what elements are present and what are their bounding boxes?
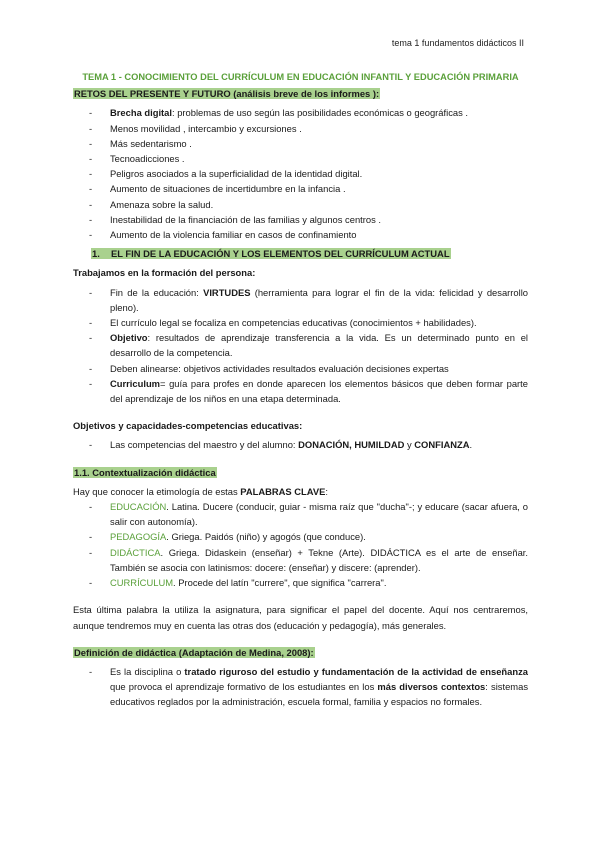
list-item: - Las competencias del maestro y del alumno: DONACIÓN, HUMILDAD y CONFIANZA.	[73, 437, 528, 452]
list-item: - Deben alinearse: objetivos actividades resultados evaluación decisiones expertas	[73, 361, 528, 376]
list-item: - Tecnoadicciones .	[73, 151, 528, 166]
list-item: - Fin de la educación: VIRTUDES (herramienta para lograr el fin de la vida: felicidad y desarrollo pleno).	[73, 285, 528, 315]
list-item: - Amenaza sobre la salud.	[73, 197, 528, 212]
running-header: tema 1 fundamentos didácticos II	[391, 38, 524, 48]
list-item: - Curriculum= guía para profes en donde aparecen los elementos básicos que deben formar parte del aprendizaje de los niños en una etapa determinada.	[73, 376, 528, 406]
definicion-list	[73, 664, 528, 710]
definicion-heading: Definición de didáctica (Adaptación de Medina, 2008):	[74, 646, 314, 658]
section1-subheading: Trabajamos en la formación del persona:	[73, 267, 256, 279]
list-item	[73, 105, 528, 120]
list-item: - Objetivo: resultados de aprendizaje transferencia a la vida. Es un determinado punto en el desarrollo de la competencia.	[73, 330, 528, 360]
competencias-list	[73, 437, 528, 452]
list-item: - Es la disciplina o tratado riguroso del estudio y fundamentación de la actividad de enseñanza que provoca el aprendizaje formativo de los estudiantes en los más diversos contextos: sistemas educativos reglados por la administración, escuela formal, familia y espacios no formales.	[73, 664, 528, 710]
section11-heading: 1.1. Contextualización didáctica	[74, 466, 216, 478]
section11-note: Esta última palabra la utiliza la asignatura, para significar el papel del docente. Aquí nos centraremos, aunque tendremos muy en cuenta las otras dos (educación y pedagogía), más generales.	[73, 604, 528, 631]
retos-list	[73, 105, 528, 242]
keyword-term: DIDÁCTICA	[110, 546, 161, 558]
retos-item-text: : problemas de uso según las posibilidades económicas o geográficas .	[172, 107, 469, 119]
section1-title: EL FIN DE LA EDUCACIÓN Y LOS ELEMENTOS DEL CURRÍCULUM ACTUAL	[111, 248, 450, 260]
definicion-heading-line	[73, 645, 528, 660]
list-item: - Aumento de situaciones de incertidumbre en la infancia .	[73, 181, 528, 196]
retos-item-bold: Brecha digital	[110, 107, 172, 119]
list-item: - Inestabilidad de la financiación de las familias y algunos centros .	[73, 212, 528, 227]
document-body	[73, 70, 528, 710]
section11-heading-line	[73, 465, 528, 480]
section11-intro: Hay que conocer la etimología de estas PALABRAS CLAVE:	[73, 485, 328, 497]
keywords-list	[73, 499, 528, 590]
list-item: - Menos movilidad , intercambio y excursiones .	[73, 121, 528, 136]
list-item: - El currículo legal se focaliza en competencias educativas (conocimientos + habilidades).	[73, 315, 528, 330]
retos-heading: RETOS DEL PRESENTE Y FUTURO (análisis breve de los informes ):	[74, 88, 380, 100]
document-title: TEMA 1 - CONOCIMIENTO DEL CURRÍCULUM EN EDUCACIÓN INFANTIL Y EDUCACIÓN PRIMARIA	[82, 72, 519, 82]
keyword-term: CURRÍCULUM	[110, 577, 174, 589]
list-item: - PEDAGOGÍA. Griega. Paidós (niño) y agogós (que conduce).	[73, 529, 528, 544]
list-item: - EDUCACIÓN. Latina. Ducere (conducir, guiar - misma raíz que "ducha"-; y educare (sacar afuera, o salir con autonomía).	[73, 499, 528, 529]
section1-list	[73, 285, 528, 407]
list-item: - Más sedentarismo .	[73, 136, 528, 151]
competencias-subheading: Objetivos y capacidades-competencias educativas:	[73, 420, 303, 432]
keyword-term: EDUCACIÓN	[110, 501, 167, 513]
list-item: - CURRÍCULUM. Procede del latín "currere", que significa "carrera".	[73, 575, 528, 590]
keyword-term: PEDAGOGÍA	[110, 531, 167, 543]
retos-heading-line	[73, 86, 528, 101]
section1-heading-line	[73, 246, 528, 261]
list-item: - Aumento de la violencia familiar en casos de confinamiento	[73, 227, 528, 242]
list-item: - DIDÁCTICA. Griega. Didaskein (enseñar) + Tekne (Arte). DIDÁCTICA es el arte de enseñar. También se asocia con latinismos: docere: (enseñar) y discere: (aprender).	[73, 545, 528, 575]
list-item: - Peligros asociados a la superficialidad de la identidad digital.	[73, 166, 528, 181]
section1-heading	[91, 248, 451, 259]
section1-number: 1.	[92, 248, 100, 260]
